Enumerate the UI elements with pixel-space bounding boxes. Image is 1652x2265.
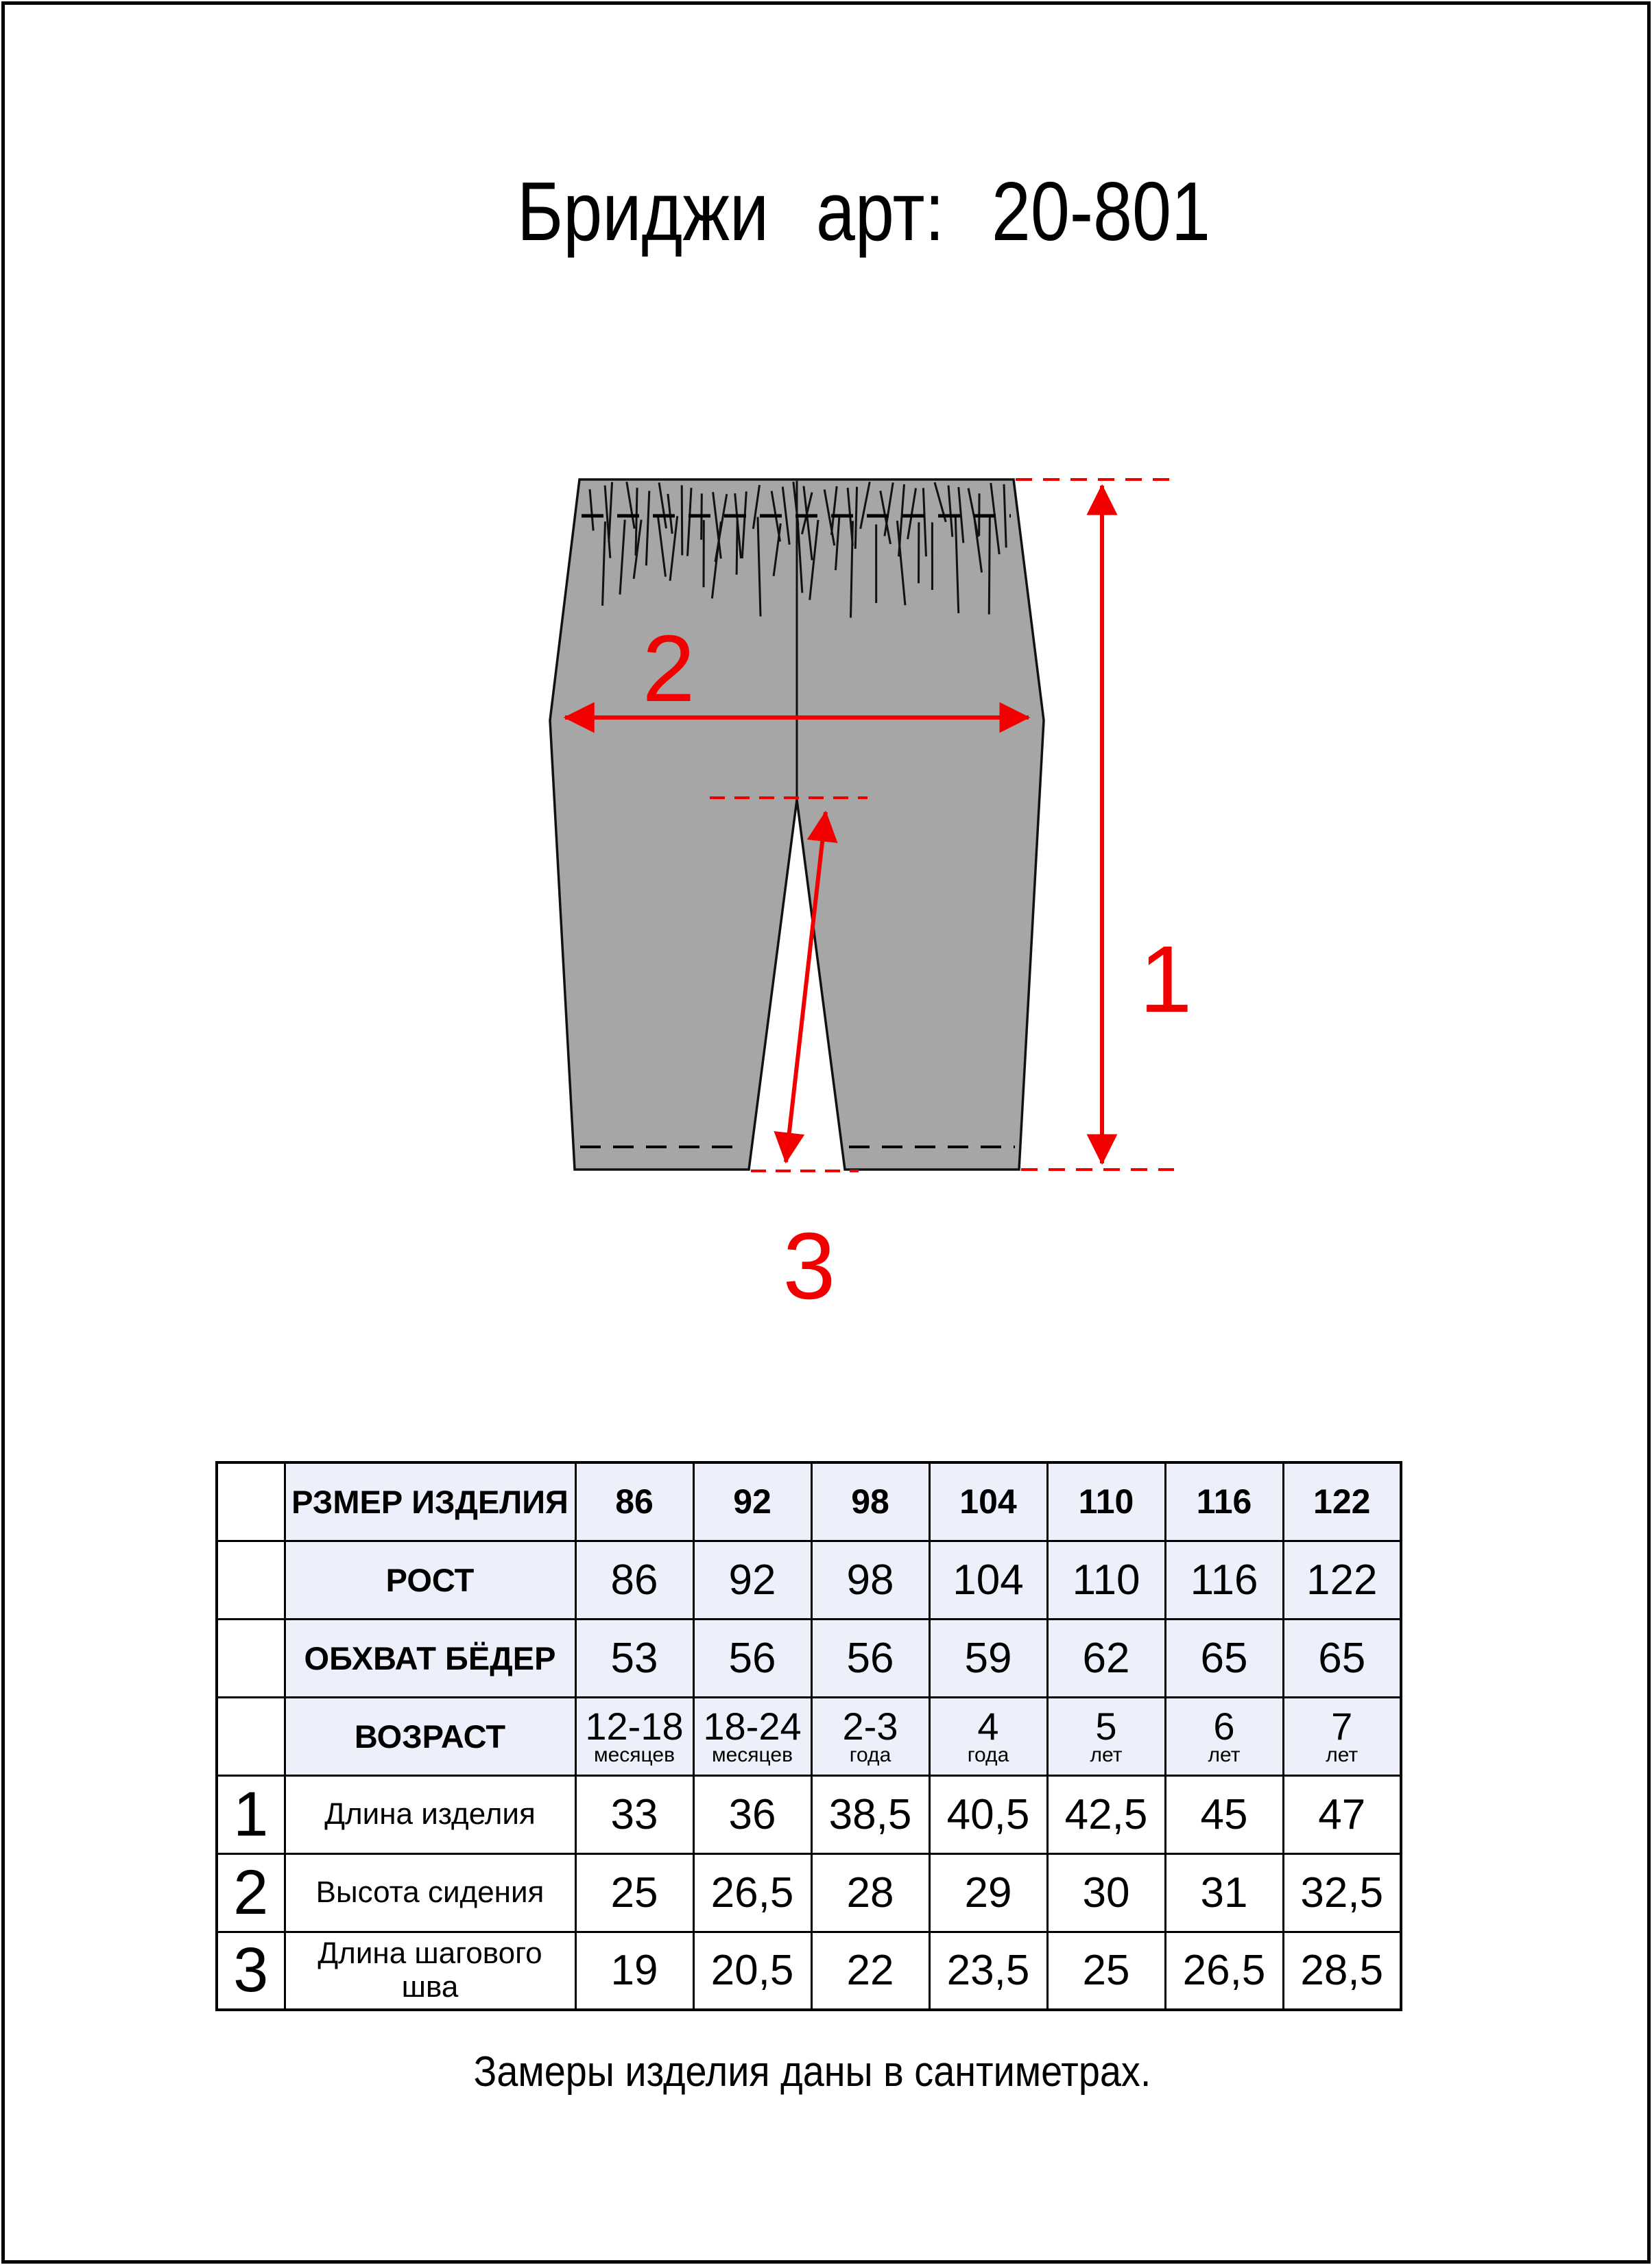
value-cell: 56 — [693, 1619, 811, 1697]
value-cell: 104 — [929, 1541, 1047, 1619]
value-cell: 33 — [575, 1775, 693, 1853]
value-cell — [1047, 1697, 1165, 1775]
size-table — [215, 1461, 1402, 2011]
size-table-body — [217, 1462, 1401, 2010]
age-value: 7 — [1331, 1704, 1353, 1748]
value-cell — [1283, 1697, 1401, 1775]
value-cell — [811, 1697, 929, 1775]
row-label: Длина шагового шва — [285, 1932, 575, 2010]
age-unit: года — [849, 1743, 891, 1766]
row-index — [217, 1619, 285, 1697]
row-index — [217, 1541, 285, 1619]
value-cell: 40,5 — [929, 1775, 1047, 1853]
value-cell: 36 — [693, 1775, 811, 1853]
value-cell: 30 — [1047, 1853, 1165, 1932]
value-cell: 65 — [1283, 1619, 1401, 1697]
age-unit: месяцев — [711, 1743, 793, 1766]
age-unit: месяцев — [593, 1743, 675, 1766]
age-unit: лет — [1090, 1743, 1123, 1766]
value-cell: 116 — [1165, 1541, 1283, 1619]
value-cell: 25 — [1047, 1932, 1165, 2010]
value-cell: 92 — [693, 1541, 811, 1619]
value-cell — [693, 1697, 811, 1775]
row-index — [217, 1462, 285, 1541]
age-unit: лет — [1326, 1743, 1358, 1766]
value-cell: 31 — [1165, 1853, 1283, 1932]
value-cell: 32,5 — [1283, 1853, 1401, 1932]
dim-label-inseam: 3 — [782, 1213, 836, 1319]
value-cell — [1165, 1697, 1283, 1775]
table-row — [217, 1932, 1401, 2010]
value-cell: 25 — [575, 1853, 693, 1932]
row-label: РЗМЕР ИЗДЕЛИЯ — [285, 1462, 575, 1541]
value-cell: 56 — [811, 1619, 929, 1697]
footer-note: Замеры изделия даны в сантиметрах. — [473, 2048, 1151, 2096]
age-unit: года — [967, 1743, 1009, 1766]
value-cell: 98 — [811, 1462, 929, 1541]
row-label: ОБХВАТ БЁДЕР — [285, 1619, 575, 1697]
value-cell: 47 — [1283, 1775, 1401, 1853]
value-cell: 28,5 — [1283, 1932, 1401, 2010]
value-cell: 26,5 — [1165, 1932, 1283, 2010]
value-cell: 122 — [1283, 1462, 1401, 1541]
value-cell: 20,5 — [693, 1932, 811, 2010]
value-cell: 104 — [929, 1462, 1047, 1541]
age-value: 18-24 — [703, 1704, 802, 1748]
value-cell — [575, 1697, 693, 1775]
table-row — [217, 1462, 1401, 1541]
row-index: 1 — [217, 1775, 285, 1853]
dim-label-width: 2 — [642, 616, 695, 722]
value-cell: 110 — [1047, 1462, 1165, 1541]
value-cell: 122 — [1283, 1541, 1401, 1619]
value-cell: 98 — [811, 1541, 929, 1619]
row-label: ВОЗРАСТ — [285, 1697, 575, 1775]
table-row — [217, 1697, 1401, 1775]
row-index: 3 — [217, 1932, 285, 2010]
value-cell: 42,5 — [1047, 1775, 1165, 1853]
value-cell: 59 — [929, 1619, 1047, 1697]
age-value: 4 — [977, 1704, 999, 1748]
value-cell: 86 — [575, 1462, 693, 1541]
value-cell: 62 — [1047, 1619, 1165, 1697]
value-cell: 23,5 — [929, 1932, 1047, 2010]
value-cell: 53 — [575, 1619, 693, 1697]
table-row — [217, 1775, 1401, 1853]
age-value: 2-3 — [842, 1704, 898, 1748]
age-value: 5 — [1095, 1704, 1117, 1748]
row-index: 2 — [217, 1853, 285, 1932]
page-title: Бриджи арт: 20-801 — [517, 165, 1210, 258]
value-cell: 29 — [929, 1853, 1047, 1932]
value-cell: 65 — [1165, 1619, 1283, 1697]
age-value: 6 — [1213, 1704, 1235, 1748]
table-row — [217, 1619, 1401, 1697]
age-value: 12-18 — [585, 1704, 684, 1748]
dim-label-length: 1 — [1139, 927, 1193, 1032]
value-cell: 92 — [693, 1462, 811, 1541]
value-cell: 116 — [1165, 1462, 1283, 1541]
value-cell: 38,5 — [811, 1775, 929, 1853]
value-cell: 86 — [575, 1541, 693, 1619]
value-cell: 19 — [575, 1932, 693, 2010]
table-row — [217, 1541, 1401, 1619]
value-cell — [929, 1697, 1047, 1775]
value-cell: 28 — [811, 1853, 929, 1932]
row-label: Длина изделия — [285, 1775, 575, 1853]
value-cell: 26,5 — [693, 1853, 811, 1932]
row-index — [217, 1697, 285, 1775]
row-label: Высота сидения — [285, 1853, 575, 1932]
table-row — [217, 1853, 1401, 1932]
value-cell: 45 — [1165, 1775, 1283, 1853]
value-cell: 110 — [1047, 1541, 1165, 1619]
row-label: РОСТ — [285, 1541, 575, 1619]
value-cell: 22 — [811, 1932, 929, 2010]
age-unit: лет — [1208, 1743, 1241, 1766]
